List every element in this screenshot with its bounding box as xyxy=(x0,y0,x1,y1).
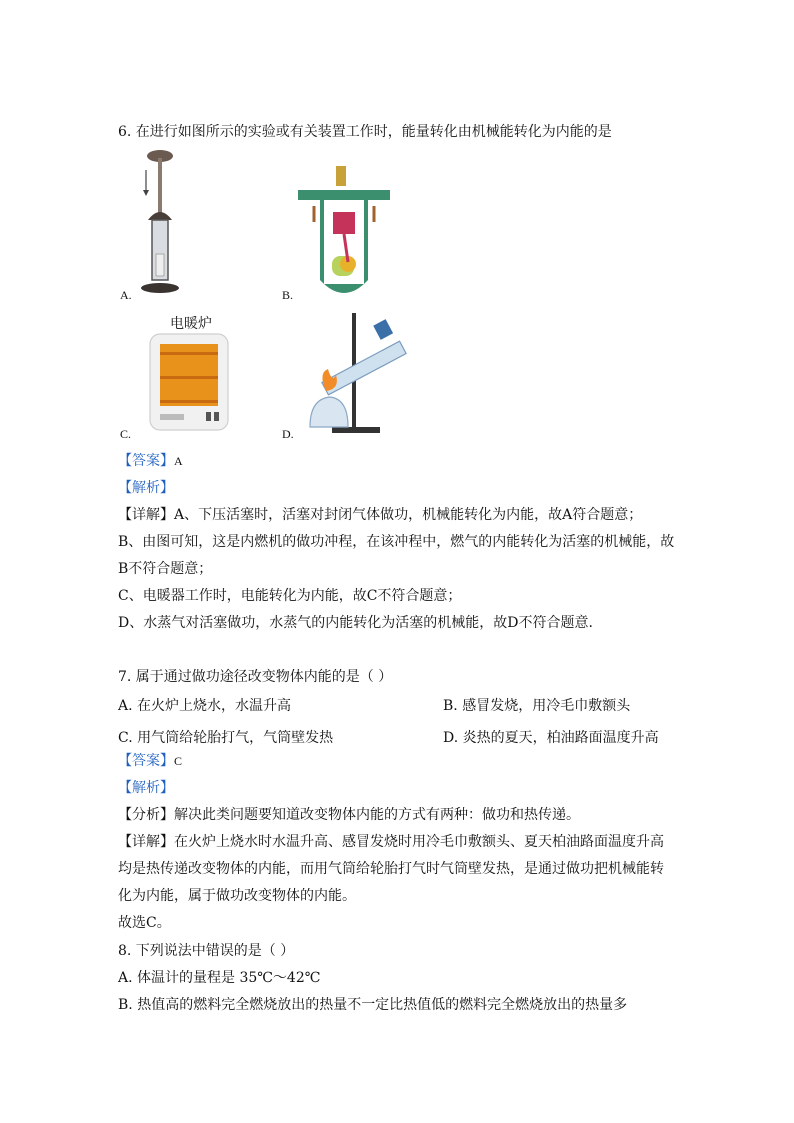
q7-option-c: C. 用气筒给轮胎打气，气筒壁发热 xyxy=(118,730,334,746)
q7-option-b: B. 感冒发烧，用冷毛巾敷额头 xyxy=(443,698,631,714)
answer-value: C xyxy=(174,754,183,768)
q7-analysis xyxy=(118,804,580,824)
figure-b-engine-cylinder xyxy=(298,160,390,300)
analysis2-text: 解决此类问题要知道改变物体内能的方式有两种：做功和热传递。 xyxy=(174,807,580,823)
option-d-label: D. xyxy=(282,427,294,441)
figure-d-test-tube-heating xyxy=(304,313,410,437)
option-c-label: C. xyxy=(120,427,132,441)
q8-option-a: A. 体温计的量程是 35℃～42℃ xyxy=(118,970,321,986)
q7-option-d: D. 炎热的夏天，柏油路面温度升高 xyxy=(443,730,659,746)
q6-detail-line-5: D、水蒸气对活塞做功，水蒸气的内能转化为活塞的机械能，故D不符合题意. xyxy=(118,615,593,631)
q7-stem: 7. 属于通过做功途径改变物体内能的是（ ） xyxy=(118,669,393,685)
analysis2-tag: 【分析】 xyxy=(118,807,174,823)
q7-conclusion: 故选C。 xyxy=(118,915,171,931)
analysis-tag: 【解析】 xyxy=(118,780,174,796)
q7-answer xyxy=(118,750,182,770)
q7-option-a: A. 在火炉上烧水，水温升高 xyxy=(118,698,292,714)
heater-caption: 电暖炉 xyxy=(170,316,212,332)
q6-stem: 6. 在进行如图所示的实验或有关装置工作时，能量转化由机械能转化为内能的是 xyxy=(118,124,612,140)
option-a-label: A. xyxy=(120,288,132,302)
figure-a-fire-syringe xyxy=(138,148,188,298)
q6-detail-line-2: B、由图可知，这是内燃机的做功冲程，在该冲程中，燃气的内能转化为活塞的机械能，故 xyxy=(118,534,675,550)
q6-detail-line-1 xyxy=(118,504,642,524)
detail-text: A、下压活塞时，活塞对封闭气体做功，机械能转化为内能，故A符合题意； xyxy=(174,507,643,523)
answer-tag: 【答案】 xyxy=(118,753,174,769)
detail-tag: 【详解】 xyxy=(118,507,174,523)
answer-value: A xyxy=(174,454,183,468)
q7-detail-line-3: 化为内能，属于做功改变物体的内能。 xyxy=(118,888,356,904)
q6-detail-line-3: B不符合题意； xyxy=(118,561,213,577)
detail-tag: 【详解】 xyxy=(118,834,174,850)
q7-detail-line-2: 均是热传递改变物体的内能，而用气筒给轮胎打气时气筒壁发热，是通过做功把机械能转 xyxy=(118,861,664,877)
q8-option-b: B. 热值高的燃料完全燃烧放出的热量不一定比热值低的燃料完全燃烧放出的热量多 xyxy=(118,997,628,1013)
q6-answer xyxy=(118,450,183,470)
detail-text: 在火炉上烧水时水温升高、感冒发烧时用冷毛巾敷额头、夏天柏油路面温度升高 xyxy=(174,834,664,850)
q8-stem: 8. 下列说法中错误的是（ ） xyxy=(118,943,295,959)
q7-detail-line-1 xyxy=(118,831,664,851)
figure-c-electric-heater xyxy=(148,330,232,436)
answer-tag: 【答案】 xyxy=(118,453,174,469)
q6-detail-line-4: C、电暖器工作时，电能转化为内能，故C不符合题意； xyxy=(118,588,462,604)
option-b-label: B. xyxy=(282,288,294,302)
analysis-tag: 【解析】 xyxy=(118,480,174,496)
